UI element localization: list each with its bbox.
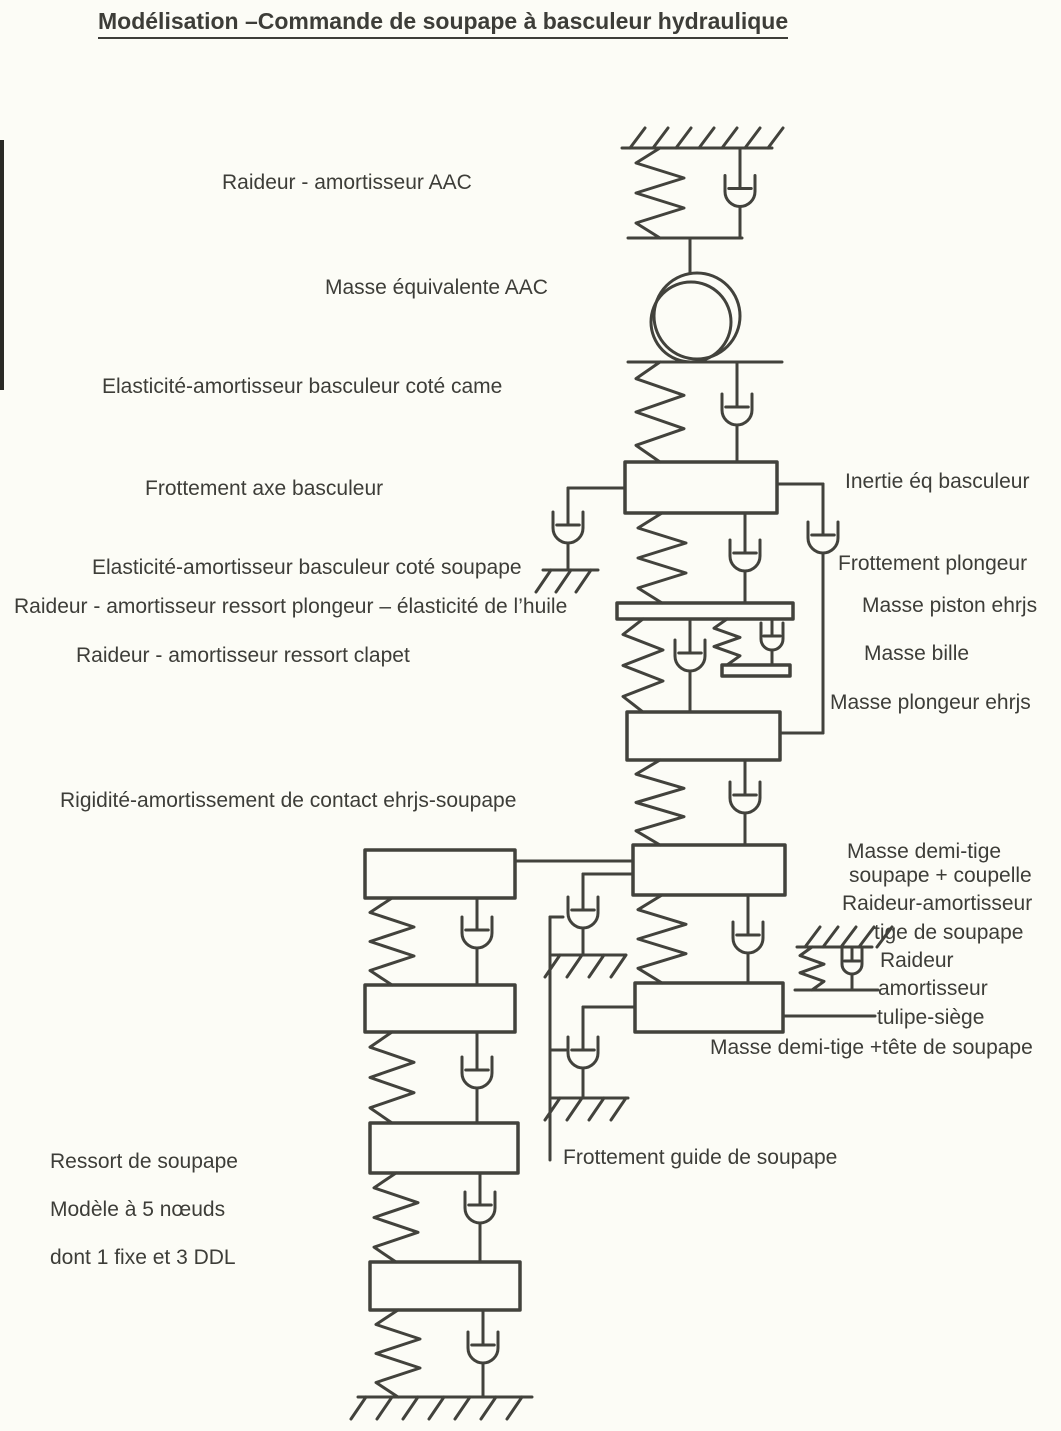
spring-plunger-oil-icon — [623, 619, 663, 712]
label-elast-soupape: Elasticité-amortisseur basculeur coté soupape — [92, 556, 522, 579]
damper-rocker-valve-icon — [730, 513, 760, 603]
spring-aac-icon — [636, 148, 684, 238]
damper-guide-upper-icon — [568, 874, 598, 955]
mass-half-stem-head — [635, 983, 783, 1032]
damper-tulip-seat-icon — [842, 947, 862, 988]
damper-contact-ehrjs-icon — [730, 760, 760, 845]
ground-hatch-bottom-icon — [351, 1397, 532, 1419]
mass-spring-node-1 — [365, 850, 515, 898]
spring-valve-4-icon — [376, 1310, 420, 1397]
label-raideur-aac: Raideur - amortisseur AAC — [222, 171, 472, 194]
spring-clapet-icon — [714, 619, 740, 665]
mass-half-stem-cup — [633, 845, 785, 895]
ground-hatch-rocker-axle-icon — [536, 570, 598, 592]
ground-hatch-guide-upper-icon — [545, 955, 626, 977]
mass-bille — [722, 665, 790, 676]
spring-valve-stem-icon — [638, 895, 686, 983]
spring-contact-ehrjs-icon — [636, 760, 684, 845]
mass-spring-node-3 — [370, 1123, 518, 1173]
damper-guide-lower-icon — [568, 1007, 598, 1098]
damper-rocker-axle-icon — [553, 488, 583, 570]
damper-plunger-oil-icon — [675, 619, 705, 712]
label-raideur-tulipe-a: Raideur — [880, 949, 954, 972]
mass-rocker-inertia — [625, 462, 777, 513]
label-masse-demi-tige-1a: Masse demi-tige — [847, 840, 1002, 863]
label-modele: Modèle à 5 nœuds — [50, 1198, 226, 1221]
label-masse-eq-aac: Masse équivalente AAC — [325, 276, 548, 299]
label-masse-demi-tige-1b: soupape + coupelle — [849, 864, 1032, 887]
ground-hatch-guide-lower-icon — [545, 1098, 628, 1120]
spring-rocker-valve-icon — [638, 513, 686, 603]
damper-aac-icon — [725, 148, 755, 238]
damper-rocker-cam-icon — [722, 362, 752, 462]
damper-valve-4-icon — [468, 1310, 498, 1397]
label-raideur-tulipe-b: amortisseur — [878, 977, 988, 1000]
label-masse-piston: Masse piston ehrjs — [862, 594, 1038, 617]
cam-mass-circle-icon — [651, 273, 740, 362]
label-masse-plongeur: Masse plongeur ehrjs — [830, 691, 1031, 714]
spring-valve-1-icon — [370, 898, 414, 985]
label-frott-guide: Frottement guide de soupape — [563, 1146, 838, 1169]
damper-valve-stem-icon — [733, 895, 763, 983]
label-rigidite-contact: Rigidité-amortissement de contact ehrjs-soupape — [60, 789, 517, 812]
spring-rocker-cam-icon — [636, 362, 684, 462]
damper-valve-2-icon — [462, 1032, 492, 1123]
label-masse-demi-tige-2: Masse demi-tige +tête de soupape — [710, 1036, 1033, 1059]
label-ddl: dont 1 fixe et 3 DDL — [50, 1246, 236, 1269]
label-raideur-plongeur: Raideur - amortisseur ressort plongeur – élasticité de l’huile — [14, 595, 568, 618]
label-elast-came: Elasticité-amortisseur basculeur coté came — [102, 375, 503, 398]
label-masse-bille: Masse bille — [864, 642, 970, 665]
mass-plunger-ehrjs — [627, 712, 780, 760]
damper-valve-3-icon — [465, 1173, 495, 1262]
damper-valve-1-icon — [462, 898, 492, 985]
spring-valve-2-icon — [370, 1032, 414, 1123]
spring-tulip-seat-icon — [800, 947, 824, 990]
label-raideur-tulipe-c: tulipe-siège — [877, 1006, 985, 1029]
mass-spring-node-2 — [365, 985, 515, 1032]
page-title: Modélisation –Commande de soupape à basculeur hydraulique — [98, 8, 788, 39]
label-inertie-basculeur: Inertie éq basculeur — [845, 470, 1030, 493]
label-ressort-soupape: Ressort de soupape — [50, 1150, 238, 1173]
label-raideur-tige-b: tige de soupape — [874, 921, 1024, 944]
label-frott-plongeur: Frottement plongeur — [838, 552, 1028, 575]
ground-hatch-top-icon — [622, 128, 783, 148]
label-raideur-tige-a: Raideur-amortisseur — [842, 892, 1033, 915]
mass-piston-ehrjs — [617, 603, 793, 619]
damper-clapet-icon — [761, 619, 783, 665]
spring-valve-3-icon — [374, 1173, 418, 1262]
label-frott-axe: Frottement axe basculeur — [145, 477, 384, 500]
guide-friction-bracket — [550, 917, 566, 1160]
label-raideur-clapet: Raideur - amortisseur ressort clapet — [76, 644, 410, 667]
bar-aac — [628, 238, 742, 273]
mass-spring-node-4 — [370, 1262, 520, 1310]
